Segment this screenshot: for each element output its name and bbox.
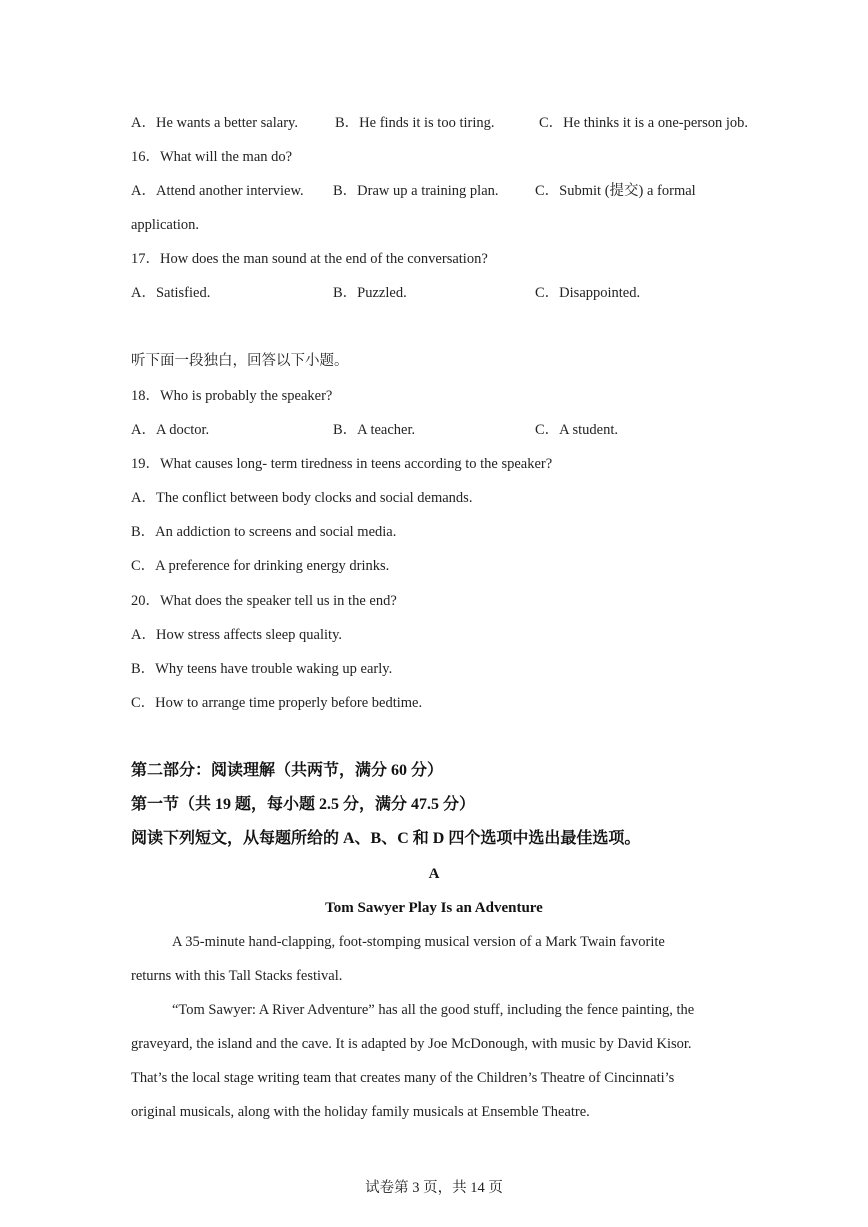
passage-title: Tom Sawyer Play Is an Adventure (325, 900, 543, 916)
q19-option-a: A．The conflict between body clocks and social demands. (131, 490, 473, 506)
q18-option-a: A．A doctor. (131, 422, 210, 438)
q15-option-a: A．He wants a better salary. (131, 115, 298, 131)
passage-p1-line2: returns with this Tall Stacks festival. (131, 968, 343, 984)
monologue-instruction: 听下面一段独白，回答以下小题。 (131, 353, 349, 369)
q17-option-b: B．Puzzled. (333, 285, 407, 301)
q20-option-b: B．Why teens have trouble waking up early. (131, 661, 393, 677)
q17-option-c: C．Disappointed. (535, 285, 641, 301)
q17-question: 17．How does the man sound at the end of the conversation? (131, 251, 488, 267)
passage-p2-line3: That’s the local stage writing team that creates many of the Children’s Theatre of Cincinnati’s (131, 1070, 675, 1086)
page-footer: 试卷第 3 页，共 14 页 (365, 1180, 503, 1196)
q20-question: 20．What does the speaker tell us in the end? (131, 593, 397, 609)
passage-letter: A (428, 866, 440, 882)
passage-p2-line1: “Tom Sawyer: A River Adventure” has all the good stuff, including the fence painting, the (172, 1002, 695, 1018)
reading-instruction: 阅读下列短文，从每题所给的 A、B、C 和 D 四个选项中选出最佳选项。 (131, 830, 641, 847)
passage-p2-line2: graveyard, the island and the cave. It is adapted by Joe McDonough, with music by David Kisor. (131, 1036, 692, 1052)
q20-option-a: A．How stress affects sleep quality. (131, 627, 343, 643)
q16-option-b: B．Draw up a training plan. (333, 183, 499, 199)
q20-option-c: C．How to arrange time properly before bedtime. (131, 695, 423, 711)
q15-option-b: B．He finds it is too tiring. (335, 115, 495, 131)
q15-option-c: C．He thinks it is a one-person job. (539, 115, 749, 131)
q18-option-c: C．A student. (535, 422, 618, 438)
q18-question: 18．Who is probably the speaker? (131, 388, 333, 404)
q17-option-a: A．Satisfied. (131, 285, 211, 301)
q16-question: 16．What will the man do? (131, 149, 293, 165)
q19-option-b: B．An addiction to screens and social media. (131, 524, 397, 540)
passage-p2-line4: original musicals, along with the holiday family musicals at Ensemble Theatre. (131, 1104, 590, 1120)
q16-option-a: A．Attend another interview. (131, 183, 304, 199)
q16-option-c-continued: application. (131, 217, 200, 233)
q16-option-c: C．Submit (提交) a formal (535, 183, 696, 199)
passage-p1-line1: A 35-minute hand-clapping, foot-stomping musical version of a Mark Twain favorite (172, 934, 665, 950)
section1-heading: 第一节（共 19 题，每小题 2.5 分，满分 47.5 分） (131, 796, 476, 813)
q18-option-b: B．A teacher. (333, 422, 416, 438)
q19-question: 19．What causes long- term tiredness in teens according to the speaker? (131, 456, 553, 472)
q19-option-c: C．A preference for drinking energy drinks. (131, 558, 390, 574)
part2-heading: 第二部分：阅读理解（共两节，满分 60 分） (131, 762, 444, 779)
